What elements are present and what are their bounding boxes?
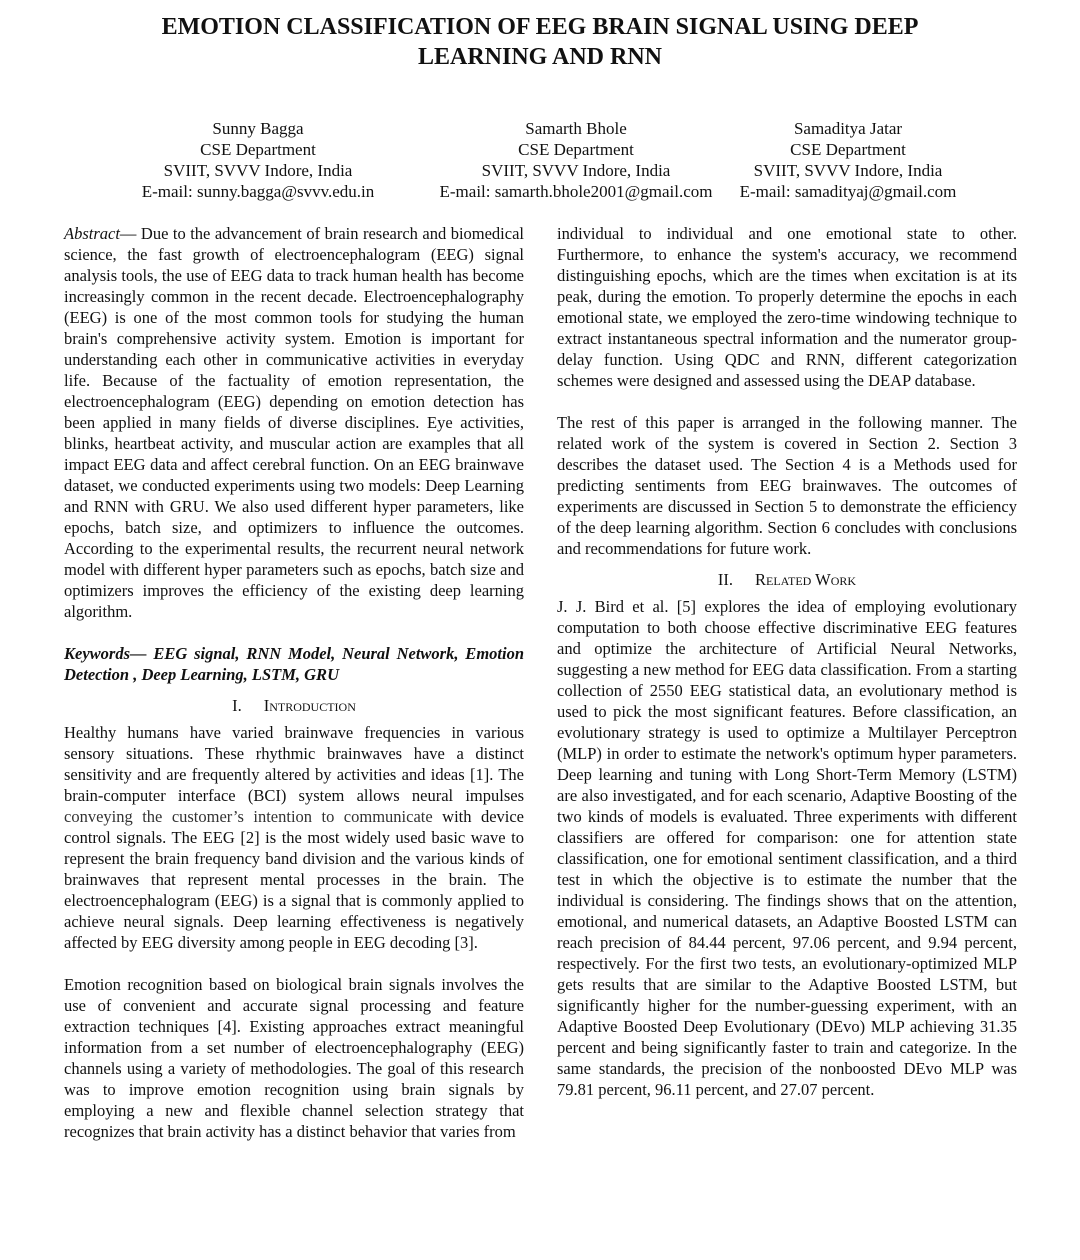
author-name: Samaditya Jatar [793,119,903,138]
author-3 [723,118,973,202]
section-title: Introduction [263,696,356,715]
keywords [64,643,524,685]
paper-title-line-2: LEARNING AND RNN [417,44,663,70]
author-2 [427,118,725,202]
author-department: CSE Department [200,140,316,159]
intro-paragraph-2-continued: individual to individual and one emotional state to other. Furthermore, to enhance the system's accuracy, we recommend distinguishing epochs, which are the times when excitation is at its peak, during the emotion. To properly determine the epochs in each emotional state, we employed the zero-time windowing technique to extract instantaneous spectral information and the numerator group-delay function. Using QDC and RNN, different categorization schemes were designed and assessed using the DEAP database. [557,224,1017,390]
section-heading-introduction [64,695,524,716]
author-email: E-mail: samadityaj@gmail.com [739,182,957,201]
abstract [64,223,524,622]
intro-paragraph-1-part-a: Healthy humans have varied brainwave frequencies in various sensory situations. These rhythmic brainwaves have a distinct sensitivity and are frequently altered by activities and ideas [1]. The brain-computer interface (BCI) system allows neural impulses [64,723,524,805]
author-block [0,118,1080,208]
keywords-text: — EEG signal, RNN Model, Neural Network, Emotion Detection , Deep Learning, LSTM, GRU [64,644,524,684]
section-heading-related-work [557,569,1017,590]
author-email: E-mail: samarth.bhole2001@gmail.com [439,182,713,201]
paper-organization-paragraph: The rest of this paper is arranged in the following manner. The related work of the system is covered in Section 2. Section 3 describes the dataset used. The Section 4 is a Methods used for predicting sentiments from EEG brainwaves. The outcomes of experiments are discussed in Section 5 to demonstrate the efficiency of the deep learning algorithm. Section 6 concludes with conclusions and recommendations for future work. [557,413,1017,558]
author-email: E-mail: sunny.bagga@svvv.edu.in [141,182,375,201]
abstract-label: Abstract [64,224,120,243]
author-affiliation: SVIIT, SVVV Indore, India [163,161,353,180]
paper-title [60,12,1020,72]
left-column [64,223,524,1142]
paper-title-line-1: EMOTION CLASSIFICATION OF EEG BRAIN SIGNAL USING DEEP [161,14,919,40]
keywords-label: Keywords [64,644,130,663]
abstract-text: Due to the advancement of brain research and biomedical science, the fast growth of electroencephalogram (EEG) signal analysis tools, the use of EEG data to track human health has become increasingly common in the recent decade. Electroencephalography (EEG) is one of the most common tools for studying the human brain's comprehensive activity system. Emotion is important for understanding each other in communicative activities in everyday life. Because of the factuality of emotion representation, the electroencephalogram (EEG) depending on emotion detection has been applied in many fields of diverse disciplines. Eye activities, blinks, heartbeat activity, and muscular action are examples that all impact EEG data and affect cerebral function. On an EEG brainwave dataset, we conducted experiments using two models: Deep Learning and RNN with GRU. We also used different hyper parameters, like epochs, batch size, and optimizers to influence the outcomes. According to the experimental results, the recurrent neural network model with different hyper parameters such as epochs, batch size and optimizers improves the efficiency of the existing deep learning algorithm. [64,224,525,621]
author-affiliation: SVIIT, SVVV Indore, India [481,161,671,180]
intro-paragraph-2: Emotion recognition based on biological brain signals involves the use of convenient and accurate signal processing and feature extraction techniques [4]. Existing approaches extract meaningful information from a set number of electroencephalography (EEG) channels using a variety of methodologies. The goal of this research was to improve emotion recognition using brain signals by employing a new and flexible channel selection strategy that recognizes that brain activity has a distinct behavior that varies from [64,975,524,1141]
abstract-dash: — [119,224,141,243]
section-number: II. [717,570,734,589]
section-title: Related Work [755,570,857,589]
author-1 [133,118,383,202]
author-department: CSE Department [790,140,906,159]
related-work-paragraph: J. J. Bird et al. [5] explores the idea of employing evolutionary computation to both choose effective discriminative EEG features and optimize the architecture of Artificial Neural Networks, suggesting a new method for EEG data classification. From a starting collection of 2550 EEG statistical data, an evolutionary method is used to pick the most significant features. Before classification, an evolutionary strategy is used to optimize a Multilayer Perceptron (MLP) in order to estimate the network's optimum hyper parameters. Deep learning and tuning with Long Short-Term Memory (LSTM) are also investigated, and for each scenario, Adaptive Boosting of the two kinds of models is evaluated. Three experiments with different classifiers are offered for comparison: one for attention state classification, one for emotional sentiment classification, and a third test in which the objective is to estimate the number that the individual is considering. The findings shows that on the attention, emotional, and numerical datasets, an Adaptive Boosted LSTM can reach precision of 84.44 percent, 97.06 percent, and 9.94 percent, respectively. For the first two tests, an evolutionary-optimized MLP gets results that are similar to the Adaptive Boosted LSTM, but significantly higher for the number-guessing experiment, with an Adaptive Boosted Deep Evolutionary (DEvo) MLP achieving 31.35 percent and being significantly faster to train and categorize. In the same standards, the precision of the nonboosted DEvo MLP was 79.81 percent, 96.11 percent, and 27.07 percent. [557,597,1017,1099]
author-department: CSE Department [518,140,634,159]
author-affiliation: SVIIT, SVVV Indore, India [753,161,943,180]
intro-paragraph-1-part-c: with device control signals. The EEG [2] is the most widely used basic wave to represent the brain frequency band division and the various kinds of brainwaves that represent mental processes in the brain. The electroencephalogram (EEG) is a signal that is commonly applied to achieve neural signals. Deep learning effectiveness is negatively affected by EEG diversity among people in EEG decoding [3]. [64,807,525,952]
author-name: Samarth Bhole [525,119,627,138]
author-name: Sunny Bagga [212,119,304,138]
intro-paragraph-1 [64,722,524,953]
intro-paragraph-1-part-b: conveying the customer’s intention to communicate [64,807,433,826]
section-number: I. [232,696,242,715]
right-column [557,223,1017,1100]
